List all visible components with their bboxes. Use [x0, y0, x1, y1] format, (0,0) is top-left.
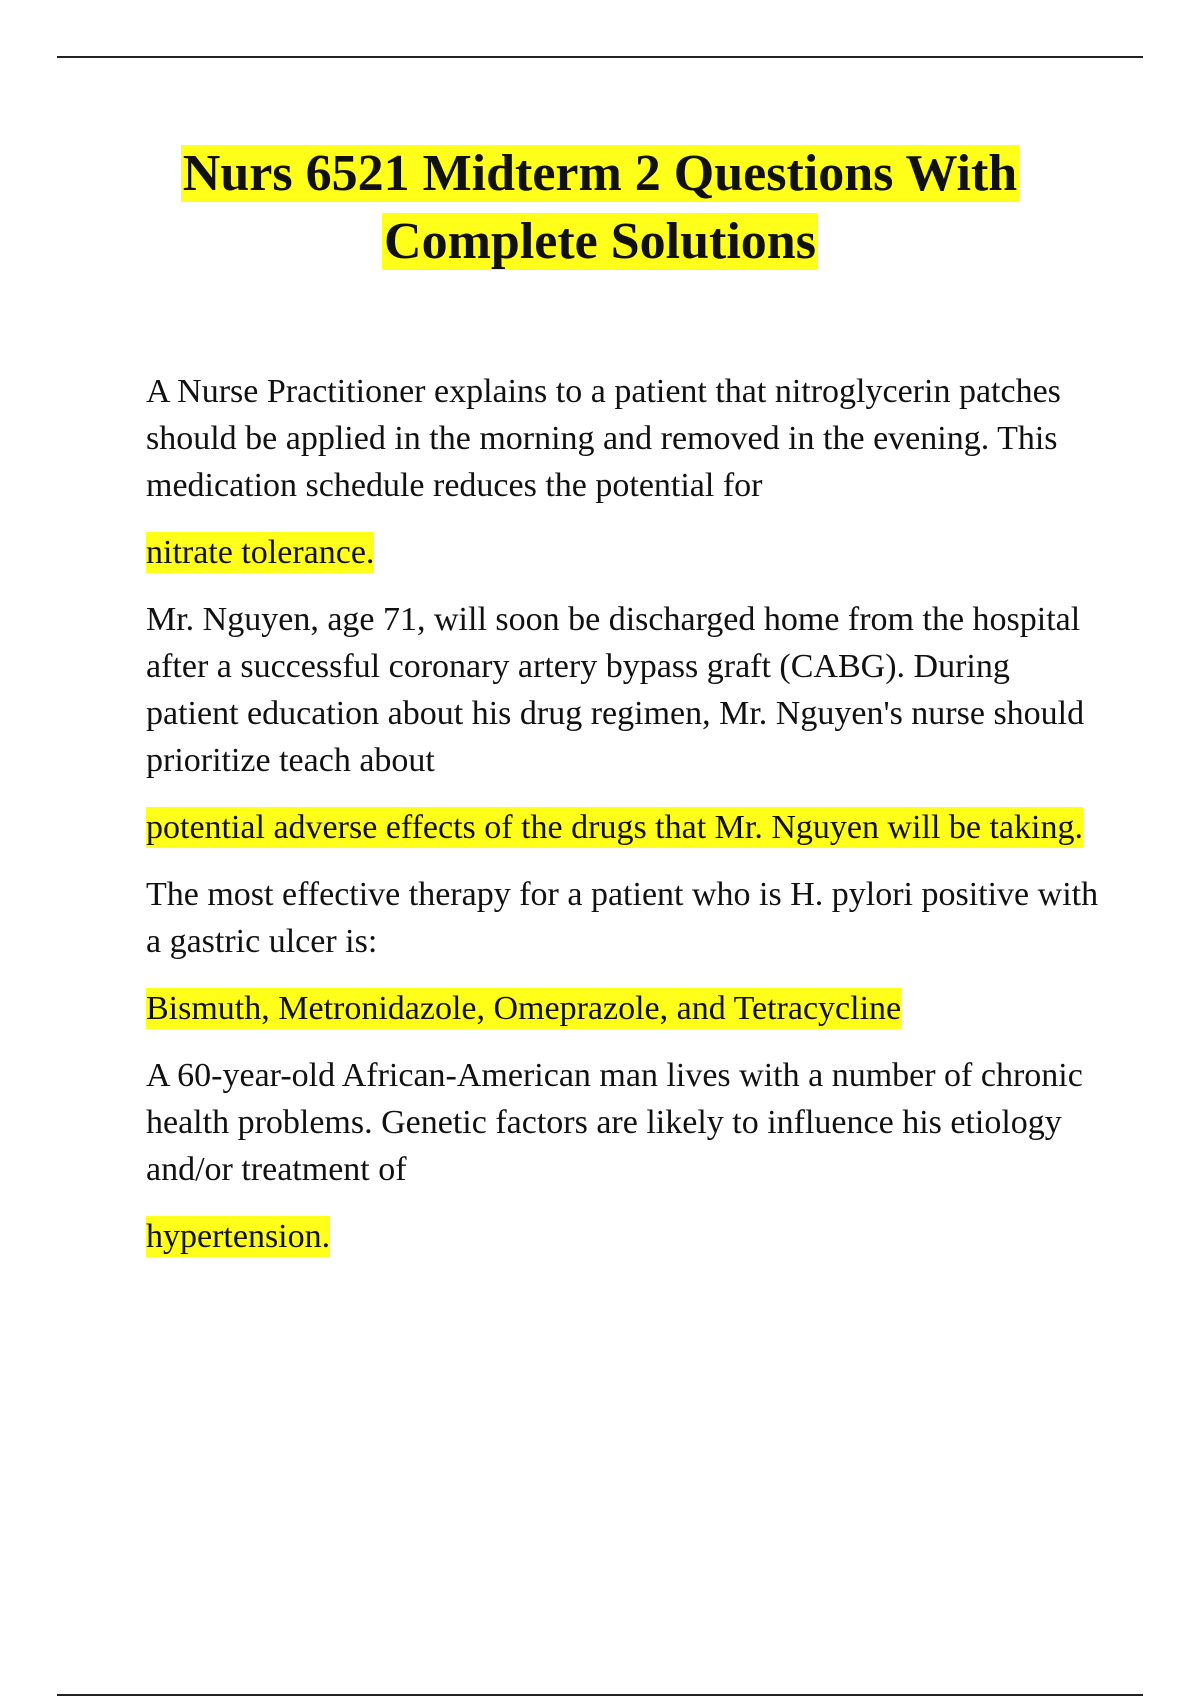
document-title [100, 140, 1100, 276]
bottom-rule [57, 1694, 1143, 1696]
answer-highlight: potential adverse effects of the drugs that Mr. Nguyen will be taking. [146, 809, 1083, 846]
top-rule [57, 56, 1143, 58]
qa-list [146, 368, 1106, 1280]
question-text: The most effective therapy for a patient who is H. pylori positive with a gastric ulcer is: [146, 876, 1099, 960]
answer-text [146, 985, 1106, 1032]
question-text: Mr. Nguyen, age 71, will soon be discharged home from the hospital after a successful coronary artery bypass graft (CABG). During patient education about his drug regimen, Mr. Nguyen's nurse should prioritize teach about [146, 601, 1085, 779]
title-highlight: Nurs 6521 Midterm 2 Questions With Complete Solutions [182, 145, 1018, 270]
answer-text [146, 804, 1106, 851]
question-text: A 60-year-old African-American man lives with a number of chronic health problems. Genetic factors are likely to influence his etiology and/or treatment of [146, 1057, 1083, 1188]
question-text: A Nurse Practitioner explains to a patient that nitroglycerin patches should be applied in the morning and removed in the evening. This medication schedule reduces the potential for [146, 373, 1061, 504]
answer-highlight: Bismuth, Metronidazole, Omeprazole, and Tetracycline [146, 990, 902, 1027]
answer-highlight: nitrate tolerance. [146, 534, 375, 571]
answer-text [146, 1213, 1106, 1260]
answer-highlight: hypertension. [146, 1218, 331, 1255]
answer-text [146, 529, 1106, 576]
